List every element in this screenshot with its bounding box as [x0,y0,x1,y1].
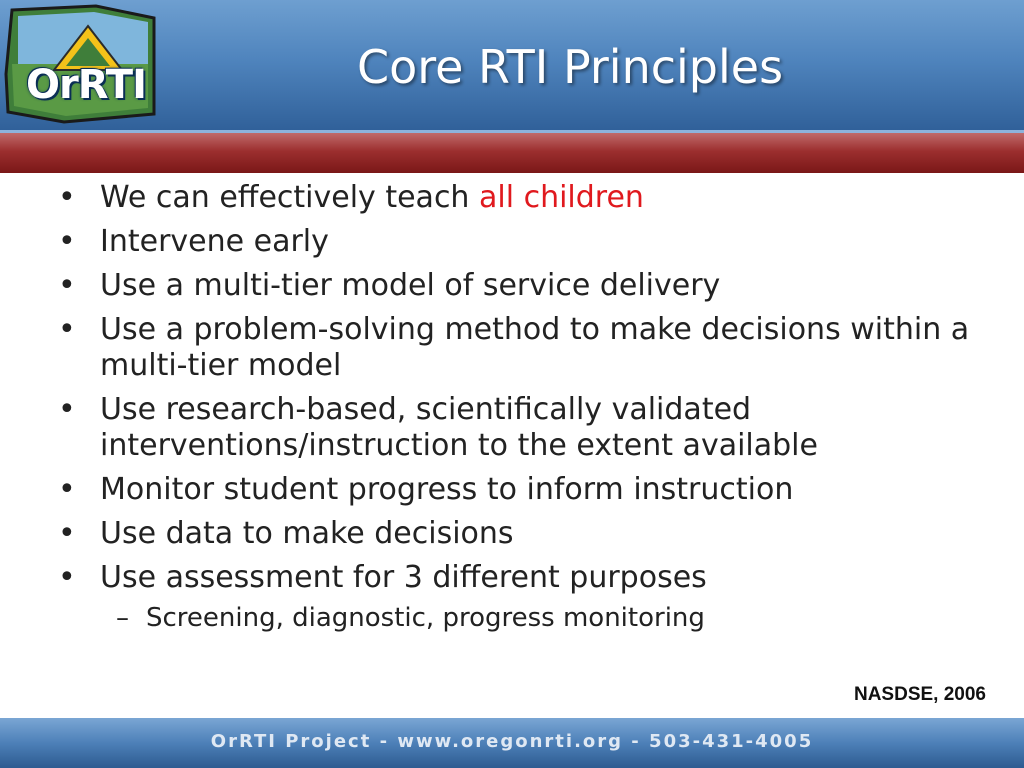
bullet-marker: • [58,472,76,507]
bullet-text: We can effectively teach [100,180,479,215]
logo-wordmark: OrRTI [26,62,146,108]
bullet-marker: • [58,516,76,551]
bullet-item [58,268,1008,304]
bullet-text: Monitor student progress to inform instruction [100,472,794,507]
bullet-text: Use research-based, scientifically validated interventions/instruction to the extent available [100,392,818,463]
bullet-item [58,560,1008,596]
citation: NASDSE, 2006 [853,684,986,705]
bullet-text: Intervene early [100,224,329,259]
sub-bullet-marker: – [116,603,129,633]
bullet-text: Use a multi-tier model of service delivery [100,268,721,303]
bullet-marker: • [58,224,76,259]
bullet-marker: • [58,180,76,215]
sub-bullet-text: Screening, diagnostic, progress monitoring [146,603,705,633]
bullet-item [58,516,1008,552]
bullet-marker: • [58,560,76,595]
bullet-item [58,392,1008,464]
bullet-text: Use data to make decisions [100,516,514,551]
bullet-item [58,472,1008,508]
bullet-list [58,180,1008,636]
bullet-highlight: all children [478,180,644,215]
footer-text: OrRTI Project - www.oregonrti.org - 503-431-4005 [210,731,814,752]
slide-title: Core RTI Principles [356,40,784,94]
bullet-item [58,224,1008,260]
bullet-marker: • [58,312,76,347]
bullet-text: Use a problem-solving method to make decisions within a multi-tier model [100,312,970,383]
bullet-marker: • [58,268,76,303]
bullet-item [58,180,1008,216]
accent-band [0,133,1024,173]
sub-bullet-item [58,600,1008,636]
orrti-logo [4,4,164,128]
bullet-item [58,312,1008,384]
bullet-text: Use assessment for 3 different purposes [100,560,707,595]
bullet-marker: • [58,392,76,427]
